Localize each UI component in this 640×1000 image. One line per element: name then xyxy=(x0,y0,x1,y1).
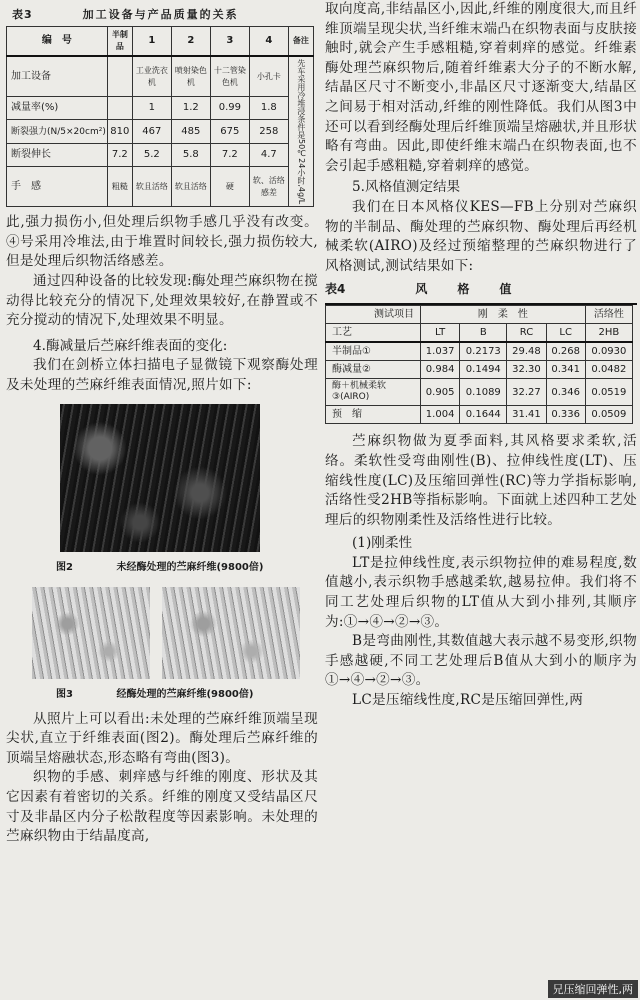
table3-label: 表3 xyxy=(12,8,33,21)
table3-cell: 1.2 xyxy=(171,97,210,120)
watermark: 兄压缩回弹性,两 xyxy=(548,980,639,998)
table4-cell: 0.984 xyxy=(421,361,460,379)
table3-cell: 喷射染色机 xyxy=(171,56,210,97)
table3-row-label: 断裂强力(N/5×20cm²) xyxy=(7,120,108,143)
table3-cell: 4.7 xyxy=(249,143,288,166)
table3-header-cell: 4 xyxy=(249,27,288,57)
figure2-caption xyxy=(6,552,318,573)
table4-row-label: 酶＋机械柔软③(AIRO) xyxy=(326,379,421,406)
table3-header-cell: 半制品 xyxy=(107,27,132,57)
table4-group-row xyxy=(326,306,633,324)
table4-label: 表4 xyxy=(325,282,346,297)
table-row xyxy=(7,56,314,97)
table3-cell: 软且活络 xyxy=(171,167,210,207)
table3-cell: 258 xyxy=(249,120,288,143)
table3-header-row xyxy=(7,27,314,57)
table-row xyxy=(7,120,314,143)
table4-corner-bottom: 工艺 xyxy=(326,324,421,343)
paragraph: 织物的手感、刺痒感与纤维的刚度、形状及其它因素有着密切的关系。纤维的刚度又受结晶区尺寸及非晶区内分子松散程度等因素影响。未处理的苎麻织物由于结晶度高, xyxy=(6,769,318,845)
table3-cell: 5.2 xyxy=(132,143,171,166)
table3-cell: 485 xyxy=(171,120,210,143)
table3-row-label: 减量率(%) xyxy=(7,97,108,120)
table4-cell: 0.346 xyxy=(546,379,585,406)
table4-col-header: B xyxy=(460,324,507,343)
table-row xyxy=(326,361,633,379)
table3-cell: 5.8 xyxy=(171,143,210,166)
paragraph: 通过四种设备的比较发现:酶处理苎麻织物在搅动得比较充分的情况下,处理效果较好,在静置或不充分搅动的情况下,处理效果不明显。 xyxy=(6,273,318,329)
table4-cell: 0.1644 xyxy=(460,406,507,424)
table4-cell: 32.30 xyxy=(507,361,546,379)
table3-cell: 0.99 xyxy=(210,97,249,120)
figure2-number: 图2 xyxy=(56,561,73,573)
table4-cell: 0.1089 xyxy=(460,379,507,406)
table4-corner-top: 测试项目 xyxy=(326,306,421,324)
table3-cell: 粗糙 xyxy=(107,167,132,207)
table4-cell: 0.0519 xyxy=(585,379,632,406)
table4-col-row xyxy=(326,324,633,343)
paragraph: 苎麻织物做为夏季面料,其风格要求柔软,活络。柔软性受弯曲刚性(B)、拉伸线性度(LT)、压缩线性度(LC)及压缩回弹性(RC)等力学指标影响,活络性受2HB等指标影响。下面就上述四种工艺处理后的织物刚柔性及活络性进行比较。 xyxy=(325,433,637,528)
table3-cell: 软且活络 xyxy=(132,167,171,207)
table3-cell: 7.2 xyxy=(210,143,249,166)
table4-cell: 0.336 xyxy=(546,406,585,424)
table3-cell xyxy=(107,56,132,97)
figure2-text: 未经酶处理的苎麻纤维(9800倍) xyxy=(116,561,264,573)
paragraph: LC是压缩线性度,RC是压缩回弹性,两 xyxy=(352,692,584,709)
table3-cell: 810 xyxy=(107,120,132,143)
figure3-text: 经酶处理的苎麻纤维(9800倍) xyxy=(116,688,254,700)
table3 xyxy=(6,26,314,207)
figure3-photos xyxy=(32,587,318,679)
table3-cell: 7.2 xyxy=(107,143,132,166)
table4-cell: 0.905 xyxy=(421,379,460,406)
table-row xyxy=(326,342,633,361)
table4-group-header: 活络性 xyxy=(585,306,632,324)
table-row xyxy=(7,167,314,207)
table3-remark: 先车采用冷堆浸条件是50℃24小时,4g/L xyxy=(288,56,313,207)
table4-group-header: 刚 柔 性 xyxy=(421,306,586,324)
left-column xyxy=(6,0,318,1000)
table3-header-cell: 3 xyxy=(210,27,249,57)
table3-cell: 工业洗衣机 xyxy=(132,56,171,97)
table3-row-label: 加工设备 xyxy=(7,56,108,97)
figure3-photo-right xyxy=(162,587,300,679)
table4-cell: 32.27 xyxy=(507,379,546,406)
table3-row-label: 断裂伸长 xyxy=(7,143,108,166)
table4-col-header: 2HB xyxy=(585,324,632,343)
table3-header-cell: 编 号 xyxy=(7,27,108,57)
table3-header-cell: 2 xyxy=(171,27,210,57)
paragraph: B是弯曲刚性,其数值越大表示越不易变形,织物手感越硬,不同工艺处理后B值从大到小的顺序为①→④→②→③。 xyxy=(325,633,637,689)
table4-title: 风格值 xyxy=(415,282,542,297)
table4-col-header: RC xyxy=(507,324,546,343)
figure3-caption xyxy=(6,679,318,700)
table4 xyxy=(325,305,633,424)
figure2-photo xyxy=(60,404,260,552)
table3-title: 加工设备与产品质量的关系 xyxy=(82,8,239,21)
section-heading: 4.酶减量后苎麻纤维表面的变化: xyxy=(33,337,228,354)
table-row xyxy=(326,406,633,424)
table3-cell: 1 xyxy=(132,97,171,120)
table4-row-label: 预 缩 xyxy=(326,406,421,424)
table3-header-cell: 备注 xyxy=(288,27,313,57)
table4-cell: 0.0482 xyxy=(585,361,632,379)
table4-col-header: LT xyxy=(421,324,460,343)
table4-cell: 0.2173 xyxy=(460,342,507,361)
table4-cell: 1.037 xyxy=(421,342,460,361)
table3-cell: 硬 xyxy=(210,167,249,207)
table3-header-cell: 1 xyxy=(132,27,171,57)
paragraph: 取向度高,非结晶区小,因此,纤维的刚度很大,而且纤维顶端呈现尖状,当纤维末端凸在织物表面与皮肤接触时,就会产生手感粗糙,穿着刺痒的感觉。纤维素酶处理苎麻织物后,随着纤维素大分子的不断水解,结晶区尺寸不断变小,非晶区尺寸逐渐变大,结晶区之间易于相对活动,纤维的刚性降低。我们从图3中还可以看到经酶处理后纤维顶端呈熔融状,并且形状略有弯曲。因此,即使纤维末端凸在织物表面,也不会引起手感粗糙,穿着刺痒的感觉。 xyxy=(325,1,637,174)
section-heading: 5.风格值测定结果 xyxy=(352,179,461,196)
table3-cell: 十二管染色机 xyxy=(210,56,249,97)
table4-cell: 1.004 xyxy=(421,406,460,424)
table4-caption xyxy=(325,276,637,305)
table4-cell: 0.1494 xyxy=(460,361,507,379)
table4-cell: 0.268 xyxy=(546,342,585,361)
subsection-heading: (1)刚柔性 xyxy=(352,535,413,552)
table3-cell: 467 xyxy=(132,120,171,143)
table4-col-header: LC xyxy=(546,324,585,343)
paragraph: 从照片上可以看出:未处理的苎麻纤维顶端呈现尖状,直立于纤维表面(图2)。酶处理后苎麻纤维的顶端呈熔融状态,形态略有弯曲(图3)。 xyxy=(6,710,318,766)
table3-cell: 675 xyxy=(210,120,249,143)
table4-cell: 0.341 xyxy=(546,361,585,379)
table-row xyxy=(7,97,314,120)
table3-cell: 软、活络感差 xyxy=(249,167,288,207)
paragraph: 我们在剑桥立体扫描电子显微镜下观察酶处理及未处理的苎麻纤维表面情况,照片如下: xyxy=(6,357,318,393)
figure3-number: 图3 xyxy=(56,688,73,700)
table4-cell: 0.0930 xyxy=(585,342,632,361)
table3-cell xyxy=(107,97,132,120)
table4-row-label: 酶减量② xyxy=(326,361,421,379)
paragraph: 此,强力损伤小,但处理后织物手感几乎没有改变。④号采用冷堆法,由于堆置时间较长,强力损伤较大,但是处理后织物活络感差。 xyxy=(6,214,318,270)
table4-row-label: 半制品① xyxy=(326,342,421,361)
figure3-photo-left xyxy=(32,587,150,679)
table-row xyxy=(326,379,633,406)
table3-cell: 小孔卡 xyxy=(249,56,288,97)
table4-cell: 29.48 xyxy=(507,342,546,361)
right-column xyxy=(325,0,637,1000)
table3-caption xyxy=(6,0,318,26)
table-row xyxy=(7,143,314,166)
table4-cell: 31.41 xyxy=(507,406,546,424)
table3-row-label: 手 感 xyxy=(7,167,108,207)
paragraph: 我们在日本风格仪KES—FB上分别对苎麻织物的半制品、酶处理的苎麻织物、酶处理后再经机械柔软(AIRO)及经过预缩整理的苎麻织物进行了风格测试,测试结果如下: xyxy=(325,198,637,274)
paragraph: LT是拉伸线性度,表示织物拉伸的难易程度,数值越小,表示织物手感越柔软,越易拉伸。我们将不同工艺处理后织物的LT值从大到小排列,其顺序为:①→④→②→③。 xyxy=(325,554,637,630)
table4-cell: 0.0509 xyxy=(585,406,632,424)
table3-cell: 1.8 xyxy=(249,97,288,120)
